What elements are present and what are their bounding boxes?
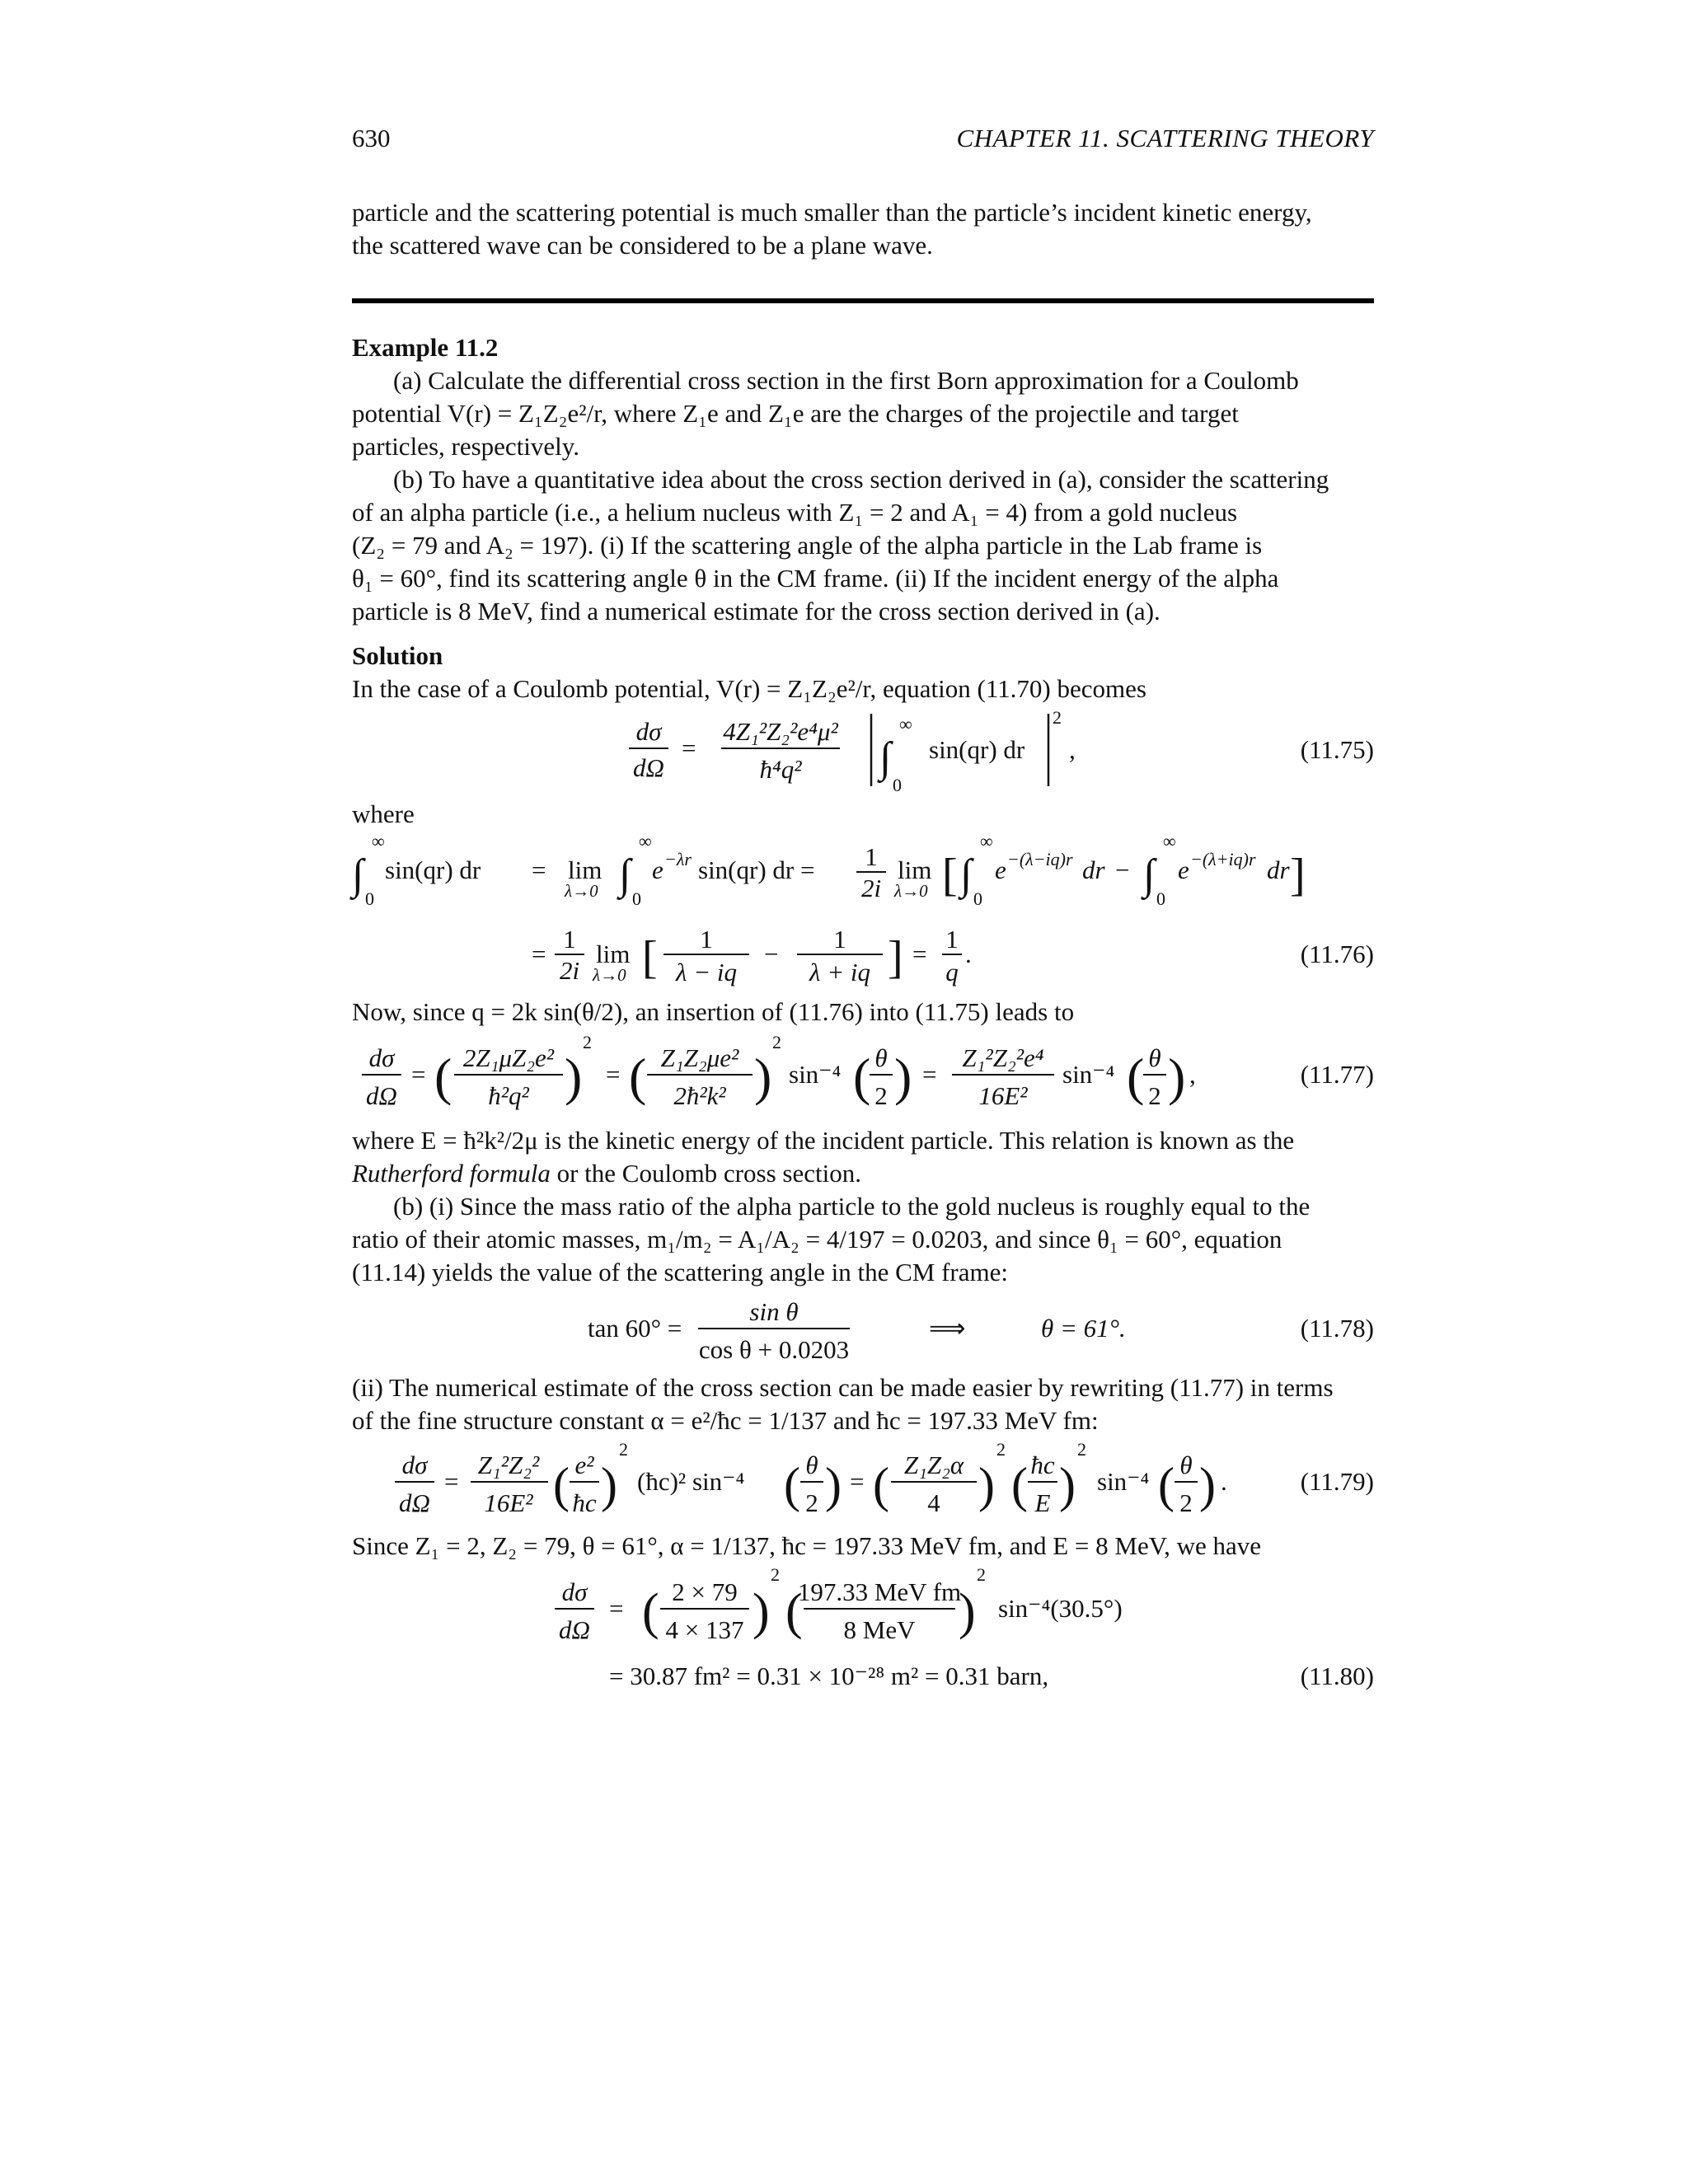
svg-text:=: = xyxy=(850,1467,865,1496)
svg-text:e: e xyxy=(652,855,663,884)
example-text: potential V(r) = Z₁Z₂e²/r, where Z₁e and Z₁e are the charges of the projectile and target xyxy=(352,399,1239,428)
example-text: particle is 8 MeV, find a numerical estimate for the cross section derived in (a). xyxy=(352,597,1160,626)
svg-text:]: ] xyxy=(1290,850,1306,901)
svg-text:1: 1 xyxy=(563,925,576,954)
svg-text:(: ( xyxy=(553,1458,570,1512)
solution-text: (11.14) yields the value of the scattering angle in the CM frame: xyxy=(352,1258,1008,1286)
svg-text:): ) xyxy=(1059,1458,1076,1512)
solution-text: where E = ħ²k²/2μ is the kinetic energy of the incident particle. This relation is known as the xyxy=(352,1126,1295,1155)
intro-line: particle and the scattering potential is much smaller than the particle’s incident kinetic energy, xyxy=(352,198,1312,227)
sine-factor: sin⁻⁴(30.5°) xyxy=(998,1594,1123,1623)
svg-text:dσ: dσ xyxy=(561,1577,588,1606)
svg-text:]: ] xyxy=(888,932,903,983)
svg-text:=: = xyxy=(532,940,546,968)
svg-text:e²: e² xyxy=(574,1451,594,1479)
svg-text:): ) xyxy=(1199,1458,1216,1512)
svg-text:): ) xyxy=(754,1047,772,1106)
svg-text:(: ( xyxy=(642,1584,659,1640)
solution-title: Solution xyxy=(352,641,443,670)
svg-text:1: 1 xyxy=(700,925,713,954)
svg-text:[: [ xyxy=(942,850,958,901)
result-numerator: 1 xyxy=(945,925,959,954)
tail: , xyxy=(1069,735,1076,764)
coefficient-numerator: Z₁²Z₂² xyxy=(477,1451,540,1479)
svg-text:∞: ∞ xyxy=(372,831,385,851)
equation-11-76-graphic xyxy=(352,831,1374,996)
equation-11-79-graphic xyxy=(352,1437,1374,1530)
svg-text:(: ( xyxy=(1011,1458,1028,1512)
solution-text: ratio of their atomic masses, m₁/m₂ = A₁/A₂ = 4/197 = 0.0203, and since θ₁ = 60°, equation xyxy=(352,1225,1282,1254)
equation-number: (11.75) xyxy=(1300,735,1374,764)
svg-text:1: 1 xyxy=(833,925,846,954)
equation-number: (11.78) xyxy=(1300,1314,1374,1343)
svg-text:dr: dr xyxy=(1267,855,1290,884)
svg-text:lim: lim xyxy=(898,855,932,884)
equation-11-77-graphic xyxy=(352,1029,1374,1124)
svg-text:−(λ−iq)r: −(λ−iq)r xyxy=(1007,849,1073,869)
svg-text:dΩ: dΩ xyxy=(399,1488,430,1517)
equation-11-77 xyxy=(352,1029,1374,1124)
svg-text:): ) xyxy=(978,1458,995,1512)
svg-text:): ) xyxy=(825,1458,842,1512)
svg-text:=: = xyxy=(411,1060,426,1089)
equation-11-80 xyxy=(352,1563,1374,1703)
example-text: (b) To have a quantitative idea about the cross section derived in (a), consider the scattering xyxy=(393,465,1329,494)
equation-11-79 xyxy=(352,1437,1374,1530)
svg-text:): ) xyxy=(894,1047,912,1106)
svg-text:dσ: dσ xyxy=(401,1451,428,1479)
svg-text:λ→0: λ→0 xyxy=(593,965,626,985)
equation-11-76 xyxy=(352,831,1374,996)
svg-text:(: ( xyxy=(873,1458,889,1512)
svg-text:θ: θ xyxy=(1148,1043,1161,1072)
svg-text:2: 2 xyxy=(1077,1439,1086,1460)
theta-result: θ = 61°. xyxy=(1041,1314,1126,1343)
svg-text:): ) xyxy=(753,1584,770,1640)
svg-text:∫: ∫ xyxy=(352,851,364,898)
page xyxy=(352,124,1374,1703)
equals-sign: = xyxy=(682,733,696,762)
intro-line: the scattered wave can be considered to be a plane wave. xyxy=(352,231,933,260)
svg-text:∞: ∞ xyxy=(639,831,652,851)
svg-text:=: = xyxy=(444,1467,459,1496)
equation-11-78 xyxy=(352,1289,1374,1371)
svg-text:2: 2 xyxy=(583,1032,592,1052)
equation-number: (11.77) xyxy=(1300,1060,1374,1089)
lim: lim xyxy=(568,855,603,884)
svg-text:−(λ+iq)r: −(λ+iq)r xyxy=(1190,849,1256,869)
svg-text:.: . xyxy=(965,940,972,968)
svg-text:(: ( xyxy=(1127,1047,1145,1106)
svg-text:(: ( xyxy=(785,1584,803,1640)
solution-text: Rutherford formula or the Coulomb cross section. xyxy=(352,1159,861,1188)
rutherford-formula-term: Rutherford formula xyxy=(352,1159,551,1188)
svg-text:2: 2 xyxy=(996,1439,1006,1460)
svg-text:∫: ∫ xyxy=(619,851,631,898)
svg-text:θ: θ xyxy=(1179,1451,1193,1479)
svg-text:2: 2 xyxy=(1179,1488,1193,1517)
svg-text:0: 0 xyxy=(632,888,641,909)
example-text: θ₁ = 60°, find its scattering angle θ in the CM frame. (ii) If the incident energy of the alpha xyxy=(352,564,1279,593)
integral-sign: ∫ xyxy=(879,734,892,781)
example-text: (Z₂ = 79 and A₂ = 197). (i) If the scattering angle of the alpha particle in the Lab frame is xyxy=(352,531,1263,560)
result-line: = 30.87 fm² = 0.31 × 10⁻²⁸ m² = 0.31 barn, xyxy=(609,1661,1049,1690)
svg-text:2: 2 xyxy=(1148,1081,1161,1110)
example-text: (a) Calculate the differential cross section in the first Born approximation for a Coulomb xyxy=(393,366,1299,395)
equation-number: (11.80) xyxy=(1300,1661,1374,1690)
lower-limit: 0 xyxy=(893,775,902,795)
svg-text:dΩ: dΩ xyxy=(366,1081,397,1110)
svg-text:(: ( xyxy=(1158,1458,1175,1512)
svg-text:(: ( xyxy=(629,1047,647,1106)
running-header xyxy=(352,124,1374,165)
solution-text: (b) (i) Since the mass ratio of the alpha particle to the gold nucleus is roughly equal to the xyxy=(393,1192,1311,1221)
svg-text:2: 2 xyxy=(619,1439,628,1460)
svg-text:∫: ∫ xyxy=(960,851,973,898)
term3-denominator: 16E² xyxy=(978,1081,1028,1110)
equation-number: (11.76) xyxy=(1300,940,1374,968)
equation-11-78-graphic xyxy=(352,1289,1374,1371)
lhs-numerator: dσ xyxy=(635,717,662,746)
svg-text:0: 0 xyxy=(973,888,982,909)
svg-text:=: = xyxy=(606,1060,621,1089)
half-numerator: 1 xyxy=(865,842,878,871)
svg-text:): ) xyxy=(565,1047,583,1106)
svg-text:): ) xyxy=(959,1584,976,1640)
equation-number: (11.79) xyxy=(1300,1467,1374,1496)
svg-text:=: = xyxy=(912,940,927,968)
svg-text:∫: ∫ xyxy=(1143,851,1156,898)
equation-11-75-graphic xyxy=(352,705,1374,798)
svg-text:(: ( xyxy=(784,1458,800,1512)
svg-text:sin⁻⁴: sin⁻⁴ xyxy=(1097,1467,1150,1496)
svg-text:2i: 2i xyxy=(559,956,580,985)
svg-text:): ) xyxy=(601,1458,617,1512)
solution-text: where xyxy=(352,799,415,828)
solution-text: Since Z₁ = 2, Z₂ = 79, θ = 61°, α = 1/137, ħc = 197.33 MeV fm, and E = 8 MeV, we have xyxy=(352,1531,1262,1560)
svg-text:.: . xyxy=(1221,1467,1227,1496)
svg-text:0: 0 xyxy=(1156,888,1165,909)
fraction-denominator: cos θ + 0.0203 xyxy=(698,1335,850,1364)
tan-lhs: tan 60° = xyxy=(588,1314,682,1343)
result-denominator: q xyxy=(945,958,959,987)
svg-text:sin⁻⁴: sin⁻⁴ xyxy=(789,1060,842,1089)
svg-text:(: ( xyxy=(853,1047,871,1106)
svg-text:[: [ xyxy=(642,932,658,983)
implies-arrow: ⟹ xyxy=(929,1314,966,1343)
svg-text:0: 0 xyxy=(365,888,374,909)
svg-text:−: − xyxy=(1115,855,1130,884)
svg-text:−λr: −λr xyxy=(664,849,692,869)
example-text: of an alpha particle (i.e., a helium nucleus with Z₁ = 2 and A₁ = 4) from a gold nucleus xyxy=(352,498,1238,527)
svg-text:e: e xyxy=(995,855,1006,884)
svg-text:θ: θ xyxy=(805,1451,818,1479)
svg-text:Z₁Z₂α: Z₁Z₂α xyxy=(903,1451,964,1479)
factor-a-numerator: 2 × 79 xyxy=(672,1577,738,1606)
svg-text:=: = xyxy=(532,855,546,884)
svg-text:−: − xyxy=(764,940,779,968)
svg-text:(: ( xyxy=(434,1047,452,1106)
svg-text:2: 2 xyxy=(772,1032,781,1052)
fraction-numerator: sin θ xyxy=(749,1297,799,1326)
solution-text: (ii) The numerical estimate of the cross section can be made easier by rewriting (11.77) in terms xyxy=(352,1373,1334,1402)
solution-text: Now, since q = 2k sin(θ/2), an insertion of (11.76) into (11.75) leads to xyxy=(352,997,1075,1026)
fraction-denominator-a: λ − iq xyxy=(676,958,737,987)
chapter-title: CHAPTER 11. SCATTERING THEORY xyxy=(956,124,1374,152)
upper-limit: ∞ xyxy=(899,714,912,734)
svg-text:=: = xyxy=(609,1594,624,1623)
coefficient-denominator: 16E² xyxy=(484,1488,533,1517)
svg-text:λ→0: λ→0 xyxy=(894,881,928,901)
svg-text:2: 2 xyxy=(805,1488,818,1517)
factor-a-denominator: 4 × 137 xyxy=(665,1615,744,1644)
svg-text:sin(qr) dr =: sin(qr) dr = xyxy=(698,855,815,884)
example-text: particles, respectively. xyxy=(352,432,580,461)
term1-denominator: ħ²q² xyxy=(488,1081,529,1110)
intro-paragraph xyxy=(352,196,1374,262)
integral-lhs: sin(qr) dr xyxy=(385,855,481,884)
svg-text:E: E xyxy=(1034,1488,1051,1517)
page-number: 630 xyxy=(352,124,391,152)
solution-text: of the fine structure constant α = e²/ħc = 1/137 and ħc = 197.33 MeV fm: xyxy=(352,1406,1099,1435)
lim-subscript: λ→0 xyxy=(565,881,598,901)
factor-b-denominator: 8 MeV xyxy=(843,1615,916,1644)
svg-text:lim: lim xyxy=(596,940,631,968)
term3-numerator: Z₁²Z₂²e⁴ xyxy=(962,1043,1044,1072)
equation-11-75 xyxy=(352,705,1374,798)
svg-text:): ) xyxy=(1168,1047,1186,1106)
half-denominator: 2i xyxy=(860,874,882,902)
term1-numerator: 2Z₁μZ₂e² xyxy=(462,1043,555,1072)
svg-text:∞: ∞ xyxy=(1163,831,1176,851)
svg-text:ħc: ħc xyxy=(1030,1451,1055,1479)
solution-text: In the case of a Coulomb potential, V(r) = Z₁Z₂e²/r, equation (11.70) becomes xyxy=(352,674,1146,703)
term2-denominator: 2ħ²k² xyxy=(673,1081,726,1110)
fraction-denominator-b: λ + iq xyxy=(809,958,870,987)
coefficient-numerator: 4Z₁²Z₂²e⁴μ² xyxy=(723,717,838,746)
svg-text:2: 2 xyxy=(874,1081,888,1110)
equation-11-80-graphic xyxy=(352,1563,1374,1703)
svg-text:2: 2 xyxy=(771,1564,780,1585)
svg-text:dσ: dσ xyxy=(368,1043,395,1072)
svg-text:θ: θ xyxy=(874,1043,888,1072)
svg-text:2: 2 xyxy=(977,1564,986,1585)
svg-text:=: = xyxy=(922,1060,937,1089)
power: 2 xyxy=(1053,707,1062,728)
lhs-denominator: dΩ xyxy=(633,753,664,782)
svg-text:e: e xyxy=(1178,855,1189,884)
section-divider xyxy=(352,298,1374,303)
svg-text:sin⁻⁴: sin⁻⁴ xyxy=(1062,1060,1115,1089)
coefficient-denominator: ħ⁴q² xyxy=(759,755,802,784)
hc-squared-sin: (ħc)² sin⁻⁴ xyxy=(637,1467,745,1496)
integrand: sin(qr) dr xyxy=(929,735,1025,764)
svg-text:ħc: ħc xyxy=(572,1488,597,1517)
term2-numerator: Z₁Z₂μe² xyxy=(660,1043,739,1072)
svg-text:∞: ∞ xyxy=(980,831,993,851)
svg-text:dr: dr xyxy=(1082,855,1105,884)
example-title: Example 11.2 xyxy=(352,333,499,362)
svg-text:4: 4 xyxy=(927,1488,940,1517)
svg-text:dΩ: dΩ xyxy=(559,1615,590,1644)
svg-text:,: , xyxy=(1189,1060,1196,1089)
factor-b-numerator: 197.33 MeV fm xyxy=(797,1577,962,1606)
